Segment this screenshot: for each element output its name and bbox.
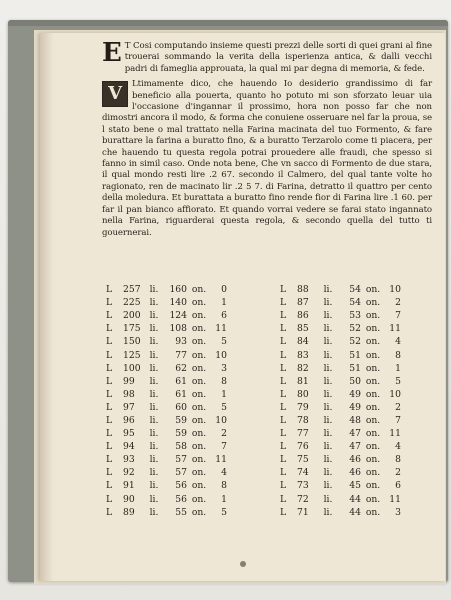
row-ounce-label: on. (191, 467, 207, 479)
row-fine-amount: 61 (175, 388, 187, 400)
row-currency-mark: L (280, 441, 287, 453)
row-ounce-value: 4 (395, 441, 401, 453)
row-ounce-value: 8 (221, 375, 227, 387)
row-currency-mark: L (280, 506, 287, 518)
row-ounce-value: 5 (221, 401, 227, 413)
row-flour-amount: 79 (297, 401, 309, 413)
drop-cap-initial: E (102, 38, 122, 68)
row-currency-mark: L (106, 375, 113, 387)
row-unit-label: li. (323, 506, 333, 518)
row-flour-amount: 87 (297, 297, 309, 309)
row-ounce-value: 4 (221, 467, 227, 479)
row-fine-amount: 140 (169, 297, 187, 309)
row-ounce-label: on. (365, 428, 381, 440)
row-ounce-label: on. (365, 336, 381, 348)
row-flour-amount: 75 (297, 454, 309, 466)
row-ounce-label: on. (191, 414, 207, 426)
row-ounce-label: on. (191, 336, 207, 348)
row-fine-amount: 46 (349, 467, 361, 479)
row-flour-amount: 84 (297, 336, 309, 348)
row-flour-amount: 98 (123, 388, 135, 400)
table-row (106, 335, 227, 348)
table-row (280, 375, 401, 388)
row-currency-mark: L (106, 362, 113, 374)
row-ounce-label: on. (365, 284, 381, 296)
row-fine-amount: 77 (175, 349, 187, 361)
row-ounce-label: on. (365, 493, 381, 505)
row-ounce-label: on. (191, 362, 207, 374)
row-currency-mark: L (280, 401, 287, 413)
row-ounce-value: 11 (389, 493, 401, 505)
row-ounce-value: 5 (221, 506, 227, 518)
row-unit-label: li. (323, 349, 333, 361)
row-fine-amount: 51 (349, 349, 361, 361)
row-ounce-label: on. (365, 362, 381, 374)
row-flour-amount: 85 (297, 323, 309, 335)
row-unit-label: li. (149, 362, 159, 374)
row-flour-amount: 80 (297, 388, 309, 400)
row-ounce-value: 1 (221, 297, 227, 309)
table-row (280, 348, 401, 361)
row-unit-label: li. (323, 297, 333, 309)
table-row (280, 362, 401, 375)
table-row (106, 427, 227, 440)
row-fine-amount: 61 (175, 375, 187, 387)
table-row (106, 388, 227, 401)
table-row (106, 453, 227, 466)
row-flour-amount: 92 (123, 467, 135, 479)
row-unit-label: li. (323, 362, 333, 374)
row-ounce-value: 6 (395, 480, 401, 492)
row-currency-mark: L (106, 336, 113, 348)
row-unit-label: li. (149, 375, 159, 387)
row-fine-amount: 53 (349, 310, 361, 322)
table-row (280, 309, 401, 322)
row-ounce-label: on. (365, 480, 381, 492)
row-fine-amount: 50 (349, 375, 361, 387)
row-flour-amount: 76 (297, 441, 309, 453)
table-row (106, 493, 227, 506)
page-ornament (240, 561, 246, 567)
row-ounce-label: on. (191, 441, 207, 453)
table-row (106, 296, 227, 309)
row-ounce-label: on. (365, 401, 381, 413)
row-unit-label: li. (149, 467, 159, 479)
row-ounce-value: 4 (395, 336, 401, 348)
row-fine-amount: 93 (175, 336, 187, 348)
table-row (280, 401, 401, 414)
table-row (106, 348, 227, 361)
row-currency-mark: L (106, 480, 113, 492)
table-row (280, 466, 401, 479)
table-row (280, 296, 401, 309)
row-flour-amount: 97 (123, 401, 135, 413)
row-flour-amount: 74 (297, 467, 309, 479)
paragraph-1 (102, 38, 432, 75)
row-unit-label: li. (323, 375, 333, 387)
row-currency-mark: L (280, 349, 287, 361)
table-row (280, 388, 401, 401)
row-currency-mark: L (106, 493, 113, 505)
row-ounce-value: 7 (395, 310, 401, 322)
row-ounce-value: 8 (395, 454, 401, 466)
row-unit-label: li. (149, 506, 159, 518)
row-ounce-label: on. (365, 388, 381, 400)
row-ounce-value: 10 (389, 284, 401, 296)
row-fine-amount: 58 (175, 441, 187, 453)
table-row (280, 414, 401, 427)
row-flour-amount: 96 (123, 414, 135, 426)
row-currency-mark: L (280, 467, 287, 479)
row-ounce-label: on. (365, 506, 381, 518)
row-flour-amount: 95 (123, 428, 135, 440)
rate-table-left (106, 283, 227, 519)
body-text (102, 38, 432, 239)
table-row (280, 506, 401, 519)
row-ounce-label: on. (365, 375, 381, 387)
row-ounce-value: 2 (221, 428, 227, 440)
row-ounce-value: 10 (215, 414, 227, 426)
row-currency-mark: L (280, 480, 287, 492)
table-row (106, 506, 227, 519)
row-ounce-value: 1 (221, 388, 227, 400)
row-fine-amount: 57 (175, 454, 187, 466)
table-row (106, 362, 227, 375)
row-flour-amount: 78 (297, 414, 309, 426)
row-currency-mark: L (280, 310, 287, 322)
table-row (280, 283, 401, 296)
row-flour-amount: 82 (297, 362, 309, 374)
row-ounce-value: 11 (215, 323, 227, 335)
table-row (106, 375, 227, 388)
row-unit-label: li. (323, 454, 333, 466)
row-ounce-label: on. (191, 284, 207, 296)
row-fine-amount: 47 (349, 441, 361, 453)
paragraph-2-text: Ltimamente dico, che hauendo Io desiderio grandissimo di far beneficio alla pouerta, quanto ho potuto mi son sforzato leuar uia l'occasione d'ingannar il prossimo, hora non posso far che non dimostri ancora il modo, & forma che conuiene osseruare nel far la proua, se l stato bene o mal trattato nella Farina macinata del tuo Formento, & fare burattare la farina a buratto fino, & a buratto Terzarolo come ti piacera, per che hauendo tu questa regola potrai prouedere alle fraudi, che spesso si fanno in simil caso. Onde nota bene, Che vn sacco di Formento de due stara, il qual mondo resti lire .2 67. secondo il Calmero, del qual tante volte ho ragionato, ren de macinato lir .2 5 7. di Farina, detratto il quattro per cento della moledura. Et burattata a buratto fino rende fior di Farina lire .1 60. per far il pan bianco affiorato. Et quando vorrai vedere se farai stato ingannato nella Farina, riguarderai questa regola, & secondo quella del tutto ti gouernerai. (102, 79, 432, 238)
row-unit-label: li. (149, 349, 159, 361)
row-ounce-label: on. (191, 388, 207, 400)
row-fine-amount: 56 (175, 480, 187, 492)
row-unit-label: li. (149, 336, 159, 348)
row-ounce-label: on. (365, 323, 381, 335)
row-fine-amount: 54 (349, 284, 361, 296)
row-unit-label: li. (323, 284, 333, 296)
row-fine-amount: 45 (349, 480, 361, 492)
row-flour-amount: 99 (123, 375, 135, 387)
row-fine-amount: 52 (349, 323, 361, 335)
table-row (106, 414, 227, 427)
row-ounce-value: 7 (221, 441, 227, 453)
row-ounce-label: on. (365, 349, 381, 361)
row-unit-label: li. (323, 388, 333, 400)
table-row (106, 401, 227, 414)
row-ounce-label: on. (191, 480, 207, 492)
row-unit-label: li. (323, 428, 333, 440)
table-row (280, 453, 401, 466)
cover-edge (8, 20, 448, 26)
row-flour-amount: 225 (123, 297, 141, 309)
row-ounce-label: on. (191, 323, 207, 335)
row-flour-amount: 86 (297, 310, 309, 322)
row-unit-label: li. (149, 388, 159, 400)
row-unit-label: li. (323, 467, 333, 479)
row-currency-mark: L (280, 428, 287, 440)
row-ounce-label: on. (191, 506, 207, 518)
table-row (280, 493, 401, 506)
row-flour-amount: 100 (123, 362, 141, 374)
row-unit-label: li. (149, 428, 159, 440)
row-fine-amount: 62 (175, 362, 187, 374)
row-ounce-value: 3 (221, 362, 227, 374)
page-gutter-shadow (40, 33, 54, 581)
row-flour-amount: 93 (123, 454, 135, 466)
row-ounce-value: 11 (389, 428, 401, 440)
row-ounce-label: on. (365, 441, 381, 453)
row-ounce-label: on. (191, 493, 207, 505)
row-unit-label: li. (149, 493, 159, 505)
row-fine-amount: 51 (349, 362, 361, 374)
row-ounce-label: on. (191, 428, 207, 440)
row-flour-amount: 88 (297, 284, 309, 296)
row-ounce-value: 11 (389, 323, 401, 335)
row-flour-amount: 72 (297, 493, 309, 505)
table-row (280, 335, 401, 348)
row-ounce-label: on. (365, 297, 381, 309)
table-row (106, 309, 227, 322)
row-unit-label: li. (149, 310, 159, 322)
row-currency-mark: L (106, 284, 113, 296)
row-ounce-label: on. (191, 375, 207, 387)
row-currency-mark: L (106, 467, 113, 479)
row-currency-mark: L (280, 388, 287, 400)
row-currency-mark: L (280, 336, 287, 348)
row-fine-amount: 44 (349, 506, 361, 518)
row-flour-amount: 200 (123, 310, 141, 322)
row-fine-amount: 59 (175, 414, 187, 426)
row-currency-mark: L (106, 323, 113, 335)
row-ounce-value: 1 (395, 362, 401, 374)
row-ounce-value: 3 (395, 506, 401, 518)
row-fine-amount: 108 (169, 323, 187, 335)
row-fine-amount: 47 (349, 428, 361, 440)
row-flour-amount: 73 (297, 480, 309, 492)
row-flour-amount: 89 (123, 506, 135, 518)
row-currency-mark: L (280, 297, 287, 309)
table-row (106, 322, 227, 335)
row-fine-amount: 60 (175, 401, 187, 413)
row-ounce-value: 10 (389, 388, 401, 400)
paragraph-2 (102, 79, 432, 239)
row-currency-mark: L (106, 428, 113, 440)
row-unit-label: li. (323, 480, 333, 492)
ornamental-initial: V (102, 81, 128, 107)
row-ounce-value: 10 (215, 349, 227, 361)
row-flour-amount: 91 (123, 480, 135, 492)
row-ounce-value: 5 (221, 336, 227, 348)
row-flour-amount: 83 (297, 349, 309, 361)
row-currency-mark: L (106, 388, 113, 400)
row-fine-amount: 46 (349, 454, 361, 466)
row-ounce-value: 5 (395, 375, 401, 387)
row-unit-label: li. (323, 441, 333, 453)
row-ounce-label: on. (365, 467, 381, 479)
row-fine-amount: 52 (349, 336, 361, 348)
row-currency-mark: L (280, 493, 287, 505)
row-ounce-label: on. (191, 349, 207, 361)
row-unit-label: li. (323, 414, 333, 426)
row-currency-mark: L (106, 310, 113, 322)
row-fine-amount: 59 (175, 428, 187, 440)
table-row (106, 479, 227, 492)
row-unit-label: li. (149, 480, 159, 492)
book-page (40, 33, 445, 581)
row-currency-mark: L (106, 401, 113, 413)
row-ounce-value: 11 (215, 454, 227, 466)
row-unit-label: li. (149, 441, 159, 453)
row-flour-amount: 90 (123, 493, 135, 505)
row-ounce-value: 8 (221, 480, 227, 492)
row-flour-amount: 94 (123, 441, 135, 453)
table-row (106, 283, 227, 296)
row-unit-label: li. (149, 297, 159, 309)
row-unit-label: li. (149, 323, 159, 335)
row-currency-mark: L (106, 441, 113, 453)
table-row (280, 440, 401, 453)
row-flour-amount: 77 (297, 428, 309, 440)
row-ounce-value: 8 (395, 349, 401, 361)
row-ounce-label: on. (191, 401, 207, 413)
table-row (280, 479, 401, 492)
row-unit-label: li. (149, 414, 159, 426)
row-fine-amount: 57 (175, 467, 187, 479)
row-flour-amount: 175 (123, 323, 141, 335)
row-ounce-label: on. (191, 310, 207, 322)
row-unit-label: li. (323, 493, 333, 505)
table-row (280, 322, 401, 335)
row-ounce-label: on. (365, 454, 381, 466)
row-fine-amount: 56 (175, 493, 187, 505)
row-ounce-value: 2 (395, 467, 401, 479)
row-fine-amount: 48 (349, 414, 361, 426)
row-unit-label: li. (323, 323, 333, 335)
row-fine-amount: 49 (349, 401, 361, 413)
row-ounce-value: 7 (395, 414, 401, 426)
row-currency-mark: L (280, 323, 287, 335)
row-fine-amount: 49 (349, 388, 361, 400)
row-ounce-label: on. (365, 310, 381, 322)
row-flour-amount: 125 (123, 349, 141, 361)
row-unit-label: li. (323, 310, 333, 322)
row-flour-amount: 150 (123, 336, 141, 348)
row-ounce-label: on. (191, 454, 207, 466)
row-currency-mark: L (106, 349, 113, 361)
row-flour-amount: 257 (123, 284, 141, 296)
table-row (280, 427, 401, 440)
row-currency-mark: L (280, 375, 287, 387)
row-flour-amount: 71 (297, 506, 309, 518)
paragraph-1-text: T Cosi computando insieme questi prezzi delle sorti di quei grani al fine trouerai sommando la verita della isperienza antica, & dalli vecchi padri di fameglia approuata, la qual mi par degna di memoria, & fede. (124, 41, 432, 74)
row-currency-mark: L (280, 362, 287, 374)
table-row (106, 440, 227, 453)
row-fine-amount: 160 (169, 284, 187, 296)
rate-table-right (280, 283, 401, 519)
row-ounce-value: 6 (221, 310, 227, 322)
row-unit-label: li. (323, 336, 333, 348)
row-ounce-value: 0 (221, 284, 227, 296)
row-currency-mark: L (106, 297, 113, 309)
row-ounce-label: on. (191, 297, 207, 309)
table-row (106, 466, 227, 479)
row-ounce-value: 2 (395, 297, 401, 309)
row-ounce-value: 2 (395, 401, 401, 413)
row-unit-label: li. (149, 454, 159, 466)
row-currency-mark: L (280, 454, 287, 466)
row-flour-amount: 81 (297, 375, 309, 387)
row-fine-amount: 44 (349, 493, 361, 505)
row-unit-label: li. (149, 401, 159, 413)
row-currency-mark: L (280, 414, 287, 426)
row-ounce-value: 1 (221, 493, 227, 505)
row-unit-label: li. (323, 401, 333, 413)
row-unit-label: li. (149, 284, 159, 296)
row-currency-mark: L (280, 284, 287, 296)
row-fine-amount: 55 (175, 506, 187, 518)
row-currency-mark: L (106, 414, 113, 426)
row-currency-mark: L (106, 454, 113, 466)
row-currency-mark: L (106, 506, 113, 518)
row-ounce-label: on. (365, 414, 381, 426)
row-fine-amount: 124 (169, 310, 187, 322)
row-fine-amount: 54 (349, 297, 361, 309)
